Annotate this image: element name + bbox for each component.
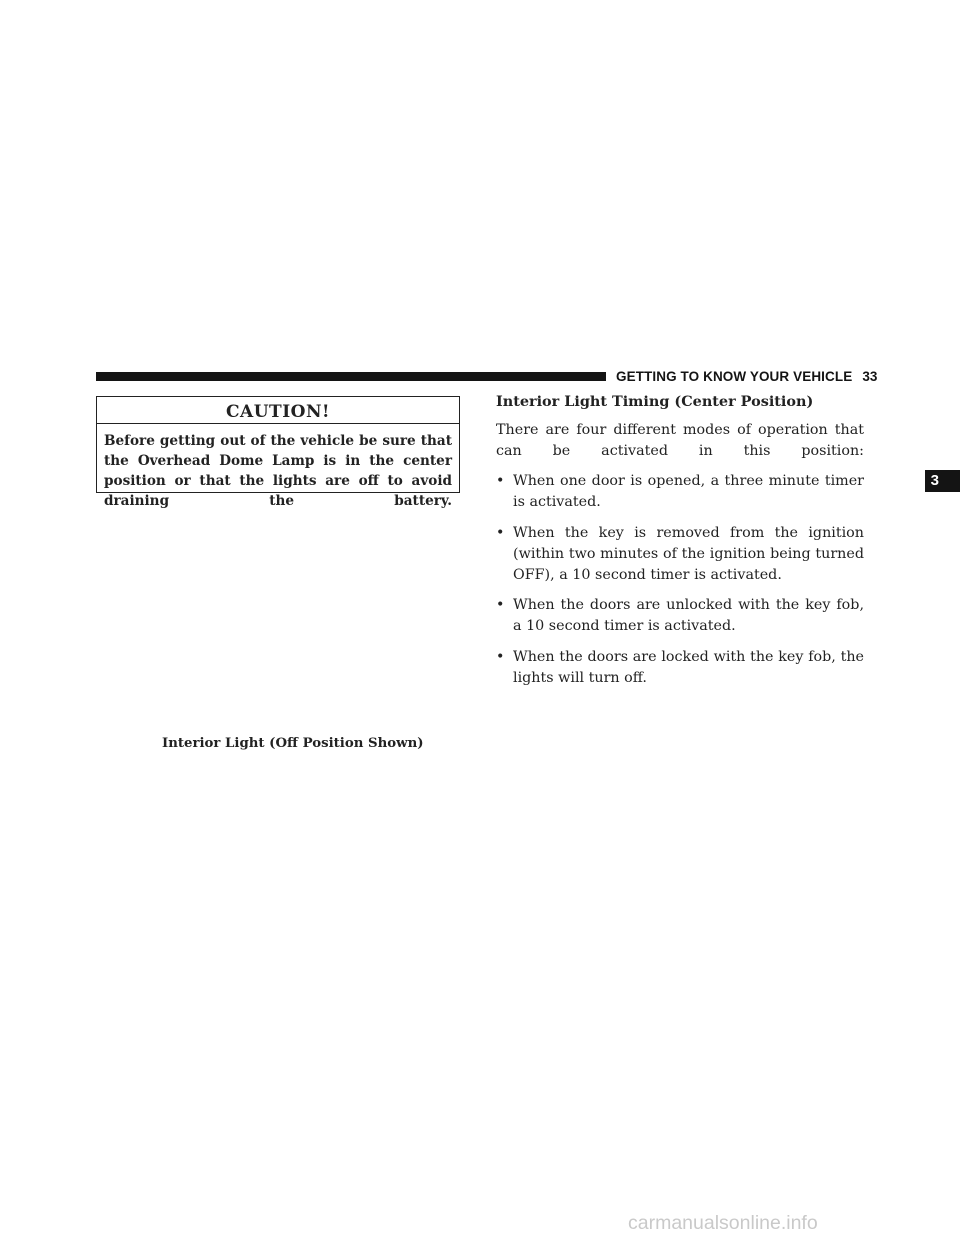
chapter-number: 3	[930, 472, 939, 489]
list-item	[496, 595, 864, 637]
section-title: GETTING TO KNOW YOUR VEHICLE	[616, 369, 853, 384]
bullet-icon: •	[496, 473, 505, 489]
list-item-text: When the doors are unlocked with the key fob, a 10 second timer is activated.	[513, 597, 864, 634]
right-column	[496, 392, 864, 698]
figure-caption: Interior Light (Off Position Shown)	[162, 736, 424, 751]
list-item	[496, 471, 864, 513]
list-item-text: When one door is opened, a three minute timer is activated.	[513, 473, 864, 510]
bullet-icon: •	[496, 597, 505, 613]
list-item-text: When the key is removed from the ignition (within two minutes of the ignition being turned OFF), a 10 second timer is activated.	[513, 524, 864, 583]
list-item	[496, 523, 864, 586]
chapter-tab	[925, 470, 960, 492]
mode-list	[496, 471, 864, 689]
section-intro: There are four different modes of operation that can be activated in this position:	[496, 422, 864, 459]
watermark: carmanualsonline.info	[628, 1212, 818, 1234]
caution-box	[96, 396, 460, 509]
list-item-text: When the doors are locked with the key fob, the lights will turn off.	[513, 648, 864, 686]
section-heading: Interior Light Timing (Center Position)	[496, 393, 814, 410]
running-header	[616, 369, 878, 385]
caution-text: Before getting out of the vehicle be sure that the Overhead Dome Lamp is in the center position or that the lights are off to avoid draining the battery.	[104, 433, 452, 509]
caution-title: CAUTION!	[226, 402, 330, 422]
bullet-icon: •	[496, 524, 505, 541]
page-number: 33	[862, 369, 878, 384]
caution-divider	[97, 423, 459, 424]
header-rule	[96, 372, 606, 381]
list-item	[496, 647, 864, 689]
bullet-icon: •	[496, 648, 505, 665]
